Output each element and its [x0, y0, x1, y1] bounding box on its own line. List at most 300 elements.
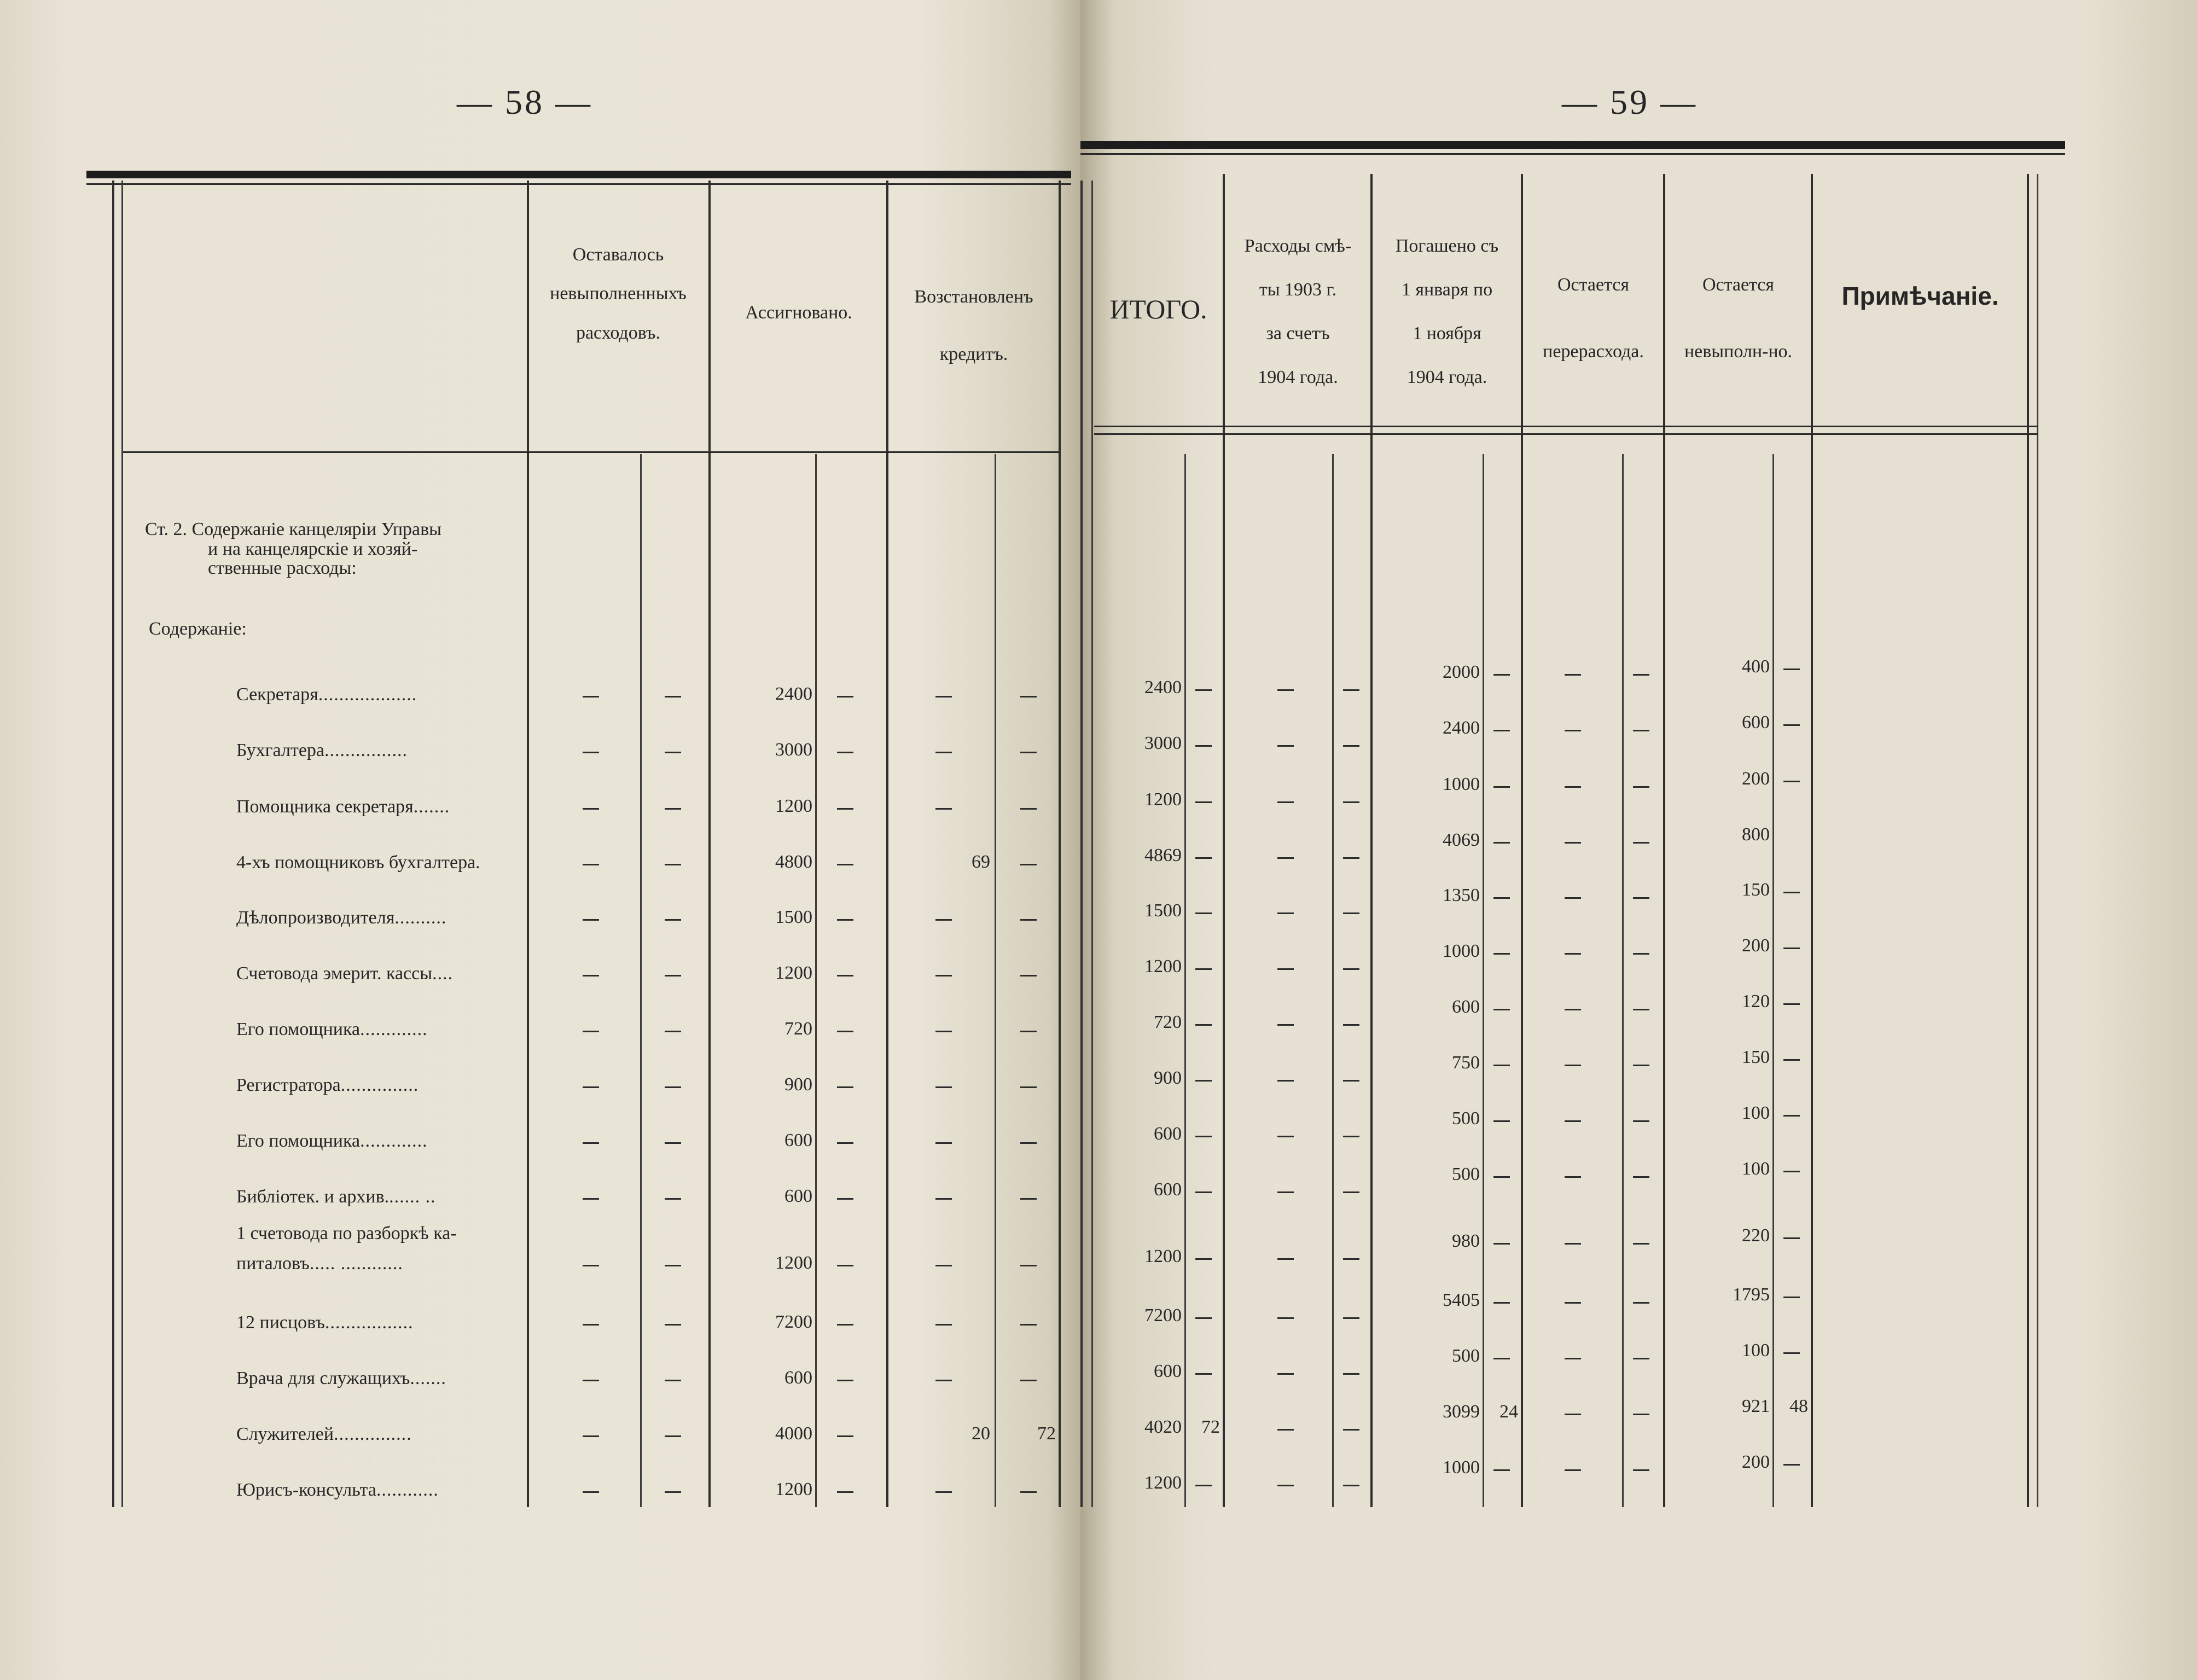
unfulfilled-kop-dash — [1783, 1171, 1800, 1172]
row-label-dots: ................... — [318, 684, 417, 705]
repaid-kop-dash — [1493, 786, 1510, 788]
assigned-value: 1200 — [775, 1479, 812, 1499]
total-kop-dash — [1195, 689, 1212, 691]
total-value: 1200 — [1144, 1246, 1182, 1266]
restored-value: 20 — [972, 1423, 990, 1444]
remaining-a-dash — [583, 1491, 599, 1493]
total-kop-dash — [1195, 745, 1212, 747]
assigned-kop-dash — [837, 752, 853, 753]
row-label — [236, 1074, 419, 1097]
sub-divider-total — [1184, 454, 1186, 1507]
remaining-b-dash — [665, 1380, 681, 1381]
remaining-b-dash — [665, 919, 681, 921]
assigned-kop-dash — [837, 1198, 853, 1200]
remaining-a-dash — [583, 1435, 599, 1437]
frame-right — [1059, 181, 1061, 1507]
row-label-text: Юрисъ-консульта — [236, 1480, 376, 1500]
unfulfilled-kop-dash — [1783, 1003, 1800, 1005]
restored-value-dash — [935, 975, 952, 976]
frame-right-right-page — [2027, 174, 2029, 1507]
assigned-kop-dash — [837, 1380, 853, 1381]
repaid-kop-dash — [1493, 1120, 1510, 1122]
restored-kop-dash — [1020, 975, 1037, 976]
restored-value-dash — [935, 1491, 952, 1493]
repaid-kop-dash — [1493, 1065, 1510, 1066]
top-rule-right — [1080, 141, 2065, 149]
assigned-kop-dash — [837, 1086, 853, 1088]
row-label-cont — [236, 1253, 403, 1275]
remaining-b-dash — [665, 1265, 681, 1266]
unfulfilled-kop-dash — [1783, 1059, 1800, 1061]
spent-value-dash — [1277, 745, 1294, 747]
assigned-value: 1200 — [775, 1253, 812, 1273]
total-kop-dash — [1195, 1373, 1212, 1375]
header-unfulfilled: Остается невыполн-но. — [1684, 275, 1793, 362]
total-value: 2400 — [1144, 677, 1182, 697]
assigned-value: 720 — [784, 1019, 812, 1039]
overspent-kop-dash — [1633, 1358, 1649, 1359]
spent-kop-dash — [1343, 1429, 1359, 1431]
total-kop-dash — [1195, 1485, 1212, 1486]
spent-value-dash — [1277, 1191, 1294, 1193]
repaid-kop-dash — [1493, 1302, 1510, 1304]
row-label — [236, 1186, 436, 1208]
sub-divider-overspent — [1622, 454, 1624, 1507]
unfulfilled-kop-dash — [1783, 668, 1800, 670]
top-rule — [86, 171, 1071, 178]
unfulfilled-value: 220 — [1742, 1225, 1770, 1246]
row-label-dots: ....... — [410, 1368, 446, 1388]
header-assigned: Ассигновано. — [745, 303, 852, 323]
sub-divider-unfulfilled — [1772, 454, 1774, 1507]
assigned-value: 7200 — [775, 1312, 812, 1332]
row-label-text: Служителей — [236, 1424, 334, 1444]
row-label-text: Дѣлопроизводителя — [236, 908, 395, 928]
spent-value-dash — [1277, 912, 1294, 914]
remaining-a-dash — [583, 1031, 599, 1032]
row-label-dots: ............. — [360, 1019, 428, 1039]
row-label-text: 12 писцовъ — [236, 1312, 325, 1333]
row-label — [236, 907, 446, 929]
header-remaining-unfulfilled: Оставалось невыполненныхъ расходовъ. — [550, 245, 687, 343]
restored-kop-dash — [1020, 1380, 1037, 1381]
row-label — [236, 684, 417, 706]
restored-value: 69 — [972, 852, 990, 872]
unfulfilled-kop-dash — [1783, 1352, 1800, 1354]
remaining-a-dash — [583, 1086, 599, 1088]
header-restored-credit: Возстановленъ кредитъ. — [914, 287, 1033, 365]
overspent-value-dash — [1565, 953, 1581, 955]
restored-kop-dash — [1020, 1491, 1037, 1493]
unfulfilled-kop-dash — [1783, 1464, 1800, 1466]
assigned-value: 4800 — [775, 852, 812, 872]
remaining-b-dash — [665, 975, 681, 976]
unfulfilled-value: 120 — [1742, 991, 1770, 1012]
row-label-dots: .......... — [394, 908, 447, 928]
overspent-kop-dash — [1633, 953, 1649, 955]
repaid-value: 3099 — [1443, 1402, 1480, 1422]
top-rule-right-thin — [1080, 153, 2065, 155]
restored-kop: 72 — [1037, 1423, 1056, 1444]
spent-kop-dash — [1343, 1136, 1359, 1137]
row-label-text: 4-хъ помощниковъ бухгалтера — [236, 852, 476, 873]
assigned-kop-dash — [837, 1435, 853, 1437]
repaid-value: 2400 — [1443, 718, 1480, 738]
overspent-value-dash — [1565, 730, 1581, 731]
total-kop-dash — [1195, 1080, 1212, 1082]
row-label-dots: . — [475, 852, 481, 873]
unfulfilled-value: 200 — [1742, 1452, 1770, 1472]
spent-kop-dash — [1343, 857, 1359, 859]
header-total: ИТОГО. — [1109, 294, 1207, 324]
restored-value-dash — [935, 1324, 952, 1326]
restored-value-dash — [935, 1031, 952, 1032]
overspent-kop-dash — [1633, 1302, 1649, 1304]
overspent-kop-dash — [1633, 1009, 1649, 1010]
remaining-a-dash — [583, 1265, 599, 1266]
overspent-kop-dash — [1633, 1469, 1649, 1471]
total-kop-dash — [1195, 1136, 1212, 1137]
spent-kop-dash — [1343, 745, 1359, 747]
row-label-text: Секретаря — [236, 684, 318, 705]
sub-divider-spent — [1332, 454, 1334, 1507]
repaid-value: 750 — [1452, 1053, 1480, 1073]
unfulfilled-value: 150 — [1742, 880, 1770, 900]
total-value: 600 — [1154, 1124, 1182, 1144]
restored-value-dash — [935, 1142, 952, 1144]
spent-value-dash — [1277, 968, 1294, 970]
unfulfilled-value: 800 — [1742, 824, 1770, 845]
remaining-b-dash — [665, 1491, 681, 1493]
spent-kop-dash — [1343, 1373, 1359, 1375]
assigned-value: 4000 — [775, 1423, 812, 1444]
col-divider-spent — [1370, 174, 1373, 1507]
total-value: 3000 — [1144, 733, 1182, 753]
frame-left-right-page-inner — [1091, 181, 1093, 1507]
spent-value-dash — [1277, 1373, 1294, 1375]
spent-value-dash — [1277, 1317, 1294, 1319]
row-label — [236, 1312, 413, 1334]
restored-kop-dash — [1020, 864, 1037, 865]
row-label — [236, 1423, 412, 1446]
assigned-value: 600 — [784, 1368, 812, 1388]
overspent-kop-dash — [1633, 1065, 1649, 1066]
assigned-value: 600 — [784, 1186, 812, 1206]
spent-kop-dash — [1343, 1080, 1359, 1082]
repaid-kop-dash — [1493, 674, 1510, 676]
overspent-kop-dash — [1633, 1176, 1649, 1178]
repaid-kop-dash — [1493, 730, 1510, 731]
col-divider-total — [1223, 174, 1225, 1507]
unfulfilled-kop-dash — [1783, 1297, 1800, 1298]
repaid-value: 1000 — [1443, 774, 1480, 794]
col-divider-label — [527, 181, 529, 1507]
unfulfilled-value: 921 — [1742, 1396, 1770, 1416]
unfulfilled-value: 100 — [1742, 1340, 1770, 1361]
spent-value-dash — [1277, 801, 1294, 803]
spent-value-dash — [1277, 857, 1294, 859]
sub-divider-2 — [815, 454, 817, 1507]
spent-kop-dash — [1343, 1317, 1359, 1319]
repaid-kop-dash — [1493, 1469, 1510, 1471]
assigned-kop-dash — [837, 1265, 853, 1266]
header-bottom-rule — [123, 451, 1059, 453]
row-label — [236, 963, 453, 985]
row-label-text: Врача для служащихъ — [236, 1368, 410, 1388]
remaining-a-dash — [583, 808, 599, 810]
unfulfilled-kop-dash — [1783, 1115, 1800, 1117]
col-divider-1 — [708, 181, 711, 1507]
restored-value-dash — [935, 808, 952, 810]
repaid-value: 600 — [1452, 997, 1480, 1017]
page-number-left: — 58 — — [457, 83, 592, 121]
overspent-value-dash — [1565, 1120, 1581, 1122]
repaid-kop-dash — [1493, 842, 1510, 844]
row-label-text: Бухгалтера — [236, 740, 325, 760]
total-value: 900 — [1154, 1068, 1182, 1088]
unfulfilled-kop: 48 — [1789, 1396, 1808, 1416]
col-divider-2 — [886, 181, 888, 1507]
remaining-b-dash — [665, 1031, 681, 1032]
total-kop-dash — [1195, 968, 1212, 970]
header-note: Примѣчаніе. — [1841, 282, 1999, 310]
assigned-value: 1500 — [775, 907, 812, 927]
row-label — [236, 740, 408, 762]
total-value: 1200 — [1144, 956, 1182, 976]
frame-right-right-page-inner — [2037, 174, 2038, 1507]
spent-kop-dash — [1343, 1485, 1359, 1486]
left-page — [0, 0, 1080, 1680]
unfulfilled-value: 100 — [1742, 1159, 1770, 1179]
remaining-a-dash — [583, 975, 599, 976]
spent-kop-dash — [1343, 912, 1359, 914]
frame-left-right-page — [1080, 181, 1083, 1507]
restored-value-dash — [935, 919, 952, 921]
assigned-kop-dash — [837, 919, 853, 921]
remaining-b-dash — [665, 1198, 681, 1200]
total-value: 4869 — [1144, 845, 1182, 865]
repaid-kop-dash — [1493, 953, 1510, 955]
restored-kop-dash — [1020, 1265, 1037, 1266]
total-kop-dash — [1195, 1024, 1212, 1026]
row-label-dots: .... — [432, 963, 454, 984]
unfulfilled-value: 1795 — [1733, 1284, 1770, 1305]
assigned-value: 1200 — [775, 963, 812, 983]
sub-divider-1 — [640, 454, 642, 1507]
repaid-value: 1000 — [1443, 941, 1480, 961]
overspent-kop-dash — [1633, 842, 1649, 844]
spent-value-dash — [1277, 1136, 1294, 1137]
total-value: 4020 — [1144, 1417, 1182, 1437]
row-label — [236, 1479, 439, 1502]
remaining-b-dash — [665, 1324, 681, 1326]
spent-kop-dash — [1343, 1191, 1359, 1193]
repaid-value: 980 — [1452, 1231, 1480, 1251]
frame-left-inner — [121, 181, 123, 1507]
header-overspent: Остается перерасхода. — [1543, 275, 1644, 362]
repaid-kop-dash — [1493, 1176, 1510, 1178]
spent-value-dash — [1277, 1485, 1294, 1486]
restored-kop-dash — [1020, 1031, 1037, 1032]
unfulfilled-value: 200 — [1742, 769, 1770, 789]
remaining-a-dash — [583, 1324, 599, 1326]
row-label-dots: ................ — [324, 740, 408, 760]
unfulfilled-kop-dash — [1783, 1237, 1800, 1239]
header-repaid: Погашено съ 1 января по 1 ноября 1904 года. — [1395, 236, 1499, 387]
total-value: 720 — [1154, 1012, 1182, 1032]
assigned-kop-dash — [837, 1491, 853, 1493]
spent-kop-dash — [1343, 968, 1359, 970]
row-label-dots: ...... .. — [389, 1187, 436, 1207]
frame-left-outer — [112, 181, 114, 1507]
spent-kop-dash — [1343, 1258, 1359, 1260]
assigned-kop-dash — [837, 975, 853, 976]
sub-divider-repaid — [1483, 454, 1484, 1507]
row-label — [236, 1130, 428, 1153]
remaining-b-dash — [665, 1086, 681, 1088]
remaining-a-dash — [583, 696, 599, 697]
row-label-dots: ............... — [334, 1424, 412, 1444]
row-label-dots: ..... ............ — [309, 1253, 403, 1274]
row-label-dots: ....... — [413, 797, 450, 817]
restored-value-dash — [935, 1086, 952, 1088]
remaining-b-dash — [665, 808, 681, 810]
row-label-dots: ............. — [360, 1131, 428, 1151]
header-bottom-rule-right-1 — [1094, 426, 2038, 427]
remaining-b-dash — [665, 1435, 681, 1437]
overspent-kop-dash — [1633, 674, 1649, 676]
row-label: 1 счетовода по разборкѣ ка- — [236, 1223, 457, 1243]
restored-kop-dash — [1020, 696, 1037, 697]
section-title: Ст. 2. Содержаніе канцеляріи Управы и на канцелярскіе и хозяй- ственные расходы: — [145, 519, 442, 579]
assigned-value: 600 — [784, 1130, 812, 1150]
assigned-kop-dash — [837, 1142, 853, 1144]
restored-kop-dash — [1020, 752, 1037, 753]
top-rule-thin — [86, 183, 1071, 185]
page-number-right: — 59 — — [1562, 83, 1698, 121]
assigned-value: 1200 — [775, 796, 812, 816]
restored-kop-dash — [1020, 1324, 1037, 1326]
restored-kop-dash — [1020, 919, 1037, 921]
overspent-value-dash — [1565, 1065, 1581, 1066]
overspent-kop-dash — [1633, 1120, 1649, 1122]
overspent-kop-dash — [1633, 730, 1649, 731]
restored-kop-dash — [1020, 1086, 1037, 1088]
total-kop-dash — [1195, 1258, 1212, 1260]
repaid-kop-dash — [1493, 1358, 1510, 1359]
overspent-value-dash — [1565, 897, 1581, 899]
spent-value-dash — [1277, 1429, 1294, 1431]
remaining-a-dash — [583, 752, 599, 753]
repaid-value: 2000 — [1443, 662, 1480, 682]
spent-kop-dash — [1343, 689, 1359, 691]
unfulfilled-kop-dash — [1783, 781, 1800, 782]
row-label — [236, 852, 481, 874]
assigned-kop-dash — [837, 808, 853, 810]
remaining-a-dash — [583, 864, 599, 865]
row-label-dots: ................. — [324, 1312, 414, 1333]
repaid-value: 500 — [1452, 1164, 1480, 1184]
remaining-b-dash — [665, 864, 681, 865]
row-label — [236, 796, 450, 818]
assigned-kop-dash — [837, 864, 853, 865]
remaining-a-dash — [583, 1198, 599, 1200]
overspent-kop-dash — [1633, 1414, 1649, 1415]
unfulfilled-value: 200 — [1742, 935, 1770, 956]
total-kop-dash — [1195, 857, 1212, 859]
assigned-value: 900 — [784, 1074, 812, 1095]
row-label-text: Регистратора — [236, 1075, 341, 1095]
overspent-kop-dash — [1633, 897, 1649, 899]
spent-value-dash — [1277, 1080, 1294, 1082]
row-label-text: Помощника секретаря — [236, 797, 414, 817]
unfulfilled-kop-dash — [1783, 892, 1800, 893]
repaid-value: 4069 — [1443, 830, 1480, 850]
restored-value-dash — [935, 696, 952, 697]
overspent-kop-dash — [1633, 786, 1649, 788]
remaining-a-dash — [583, 919, 599, 921]
overspent-kop-dash — [1633, 1243, 1649, 1245]
remaining-b-dash — [665, 696, 681, 697]
spent-kop-dash — [1343, 801, 1359, 803]
total-value: 1500 — [1144, 900, 1182, 921]
restored-value-dash — [935, 1380, 952, 1381]
overspent-value-dash — [1565, 786, 1581, 788]
restored-kop-dash — [1020, 1198, 1037, 1200]
row-label-dots: ............... — [340, 1075, 419, 1095]
restored-value-dash — [935, 752, 952, 753]
spent-value-dash — [1277, 1024, 1294, 1026]
repaid-value: 1350 — [1443, 885, 1480, 905]
total-kop-dash — [1195, 1191, 1212, 1193]
row-label-text: питаловъ — [236, 1253, 310, 1274]
total-kop: 72 — [1201, 1417, 1220, 1437]
unfulfilled-value: 600 — [1742, 712, 1770, 733]
overspent-value-dash — [1565, 1358, 1581, 1359]
assigned-kop-dash — [837, 1324, 853, 1326]
assigned-kop-dash — [837, 1031, 853, 1032]
remaining-a-dash — [583, 1380, 599, 1381]
restored-kop-dash — [1020, 1142, 1037, 1144]
row-label-text: Счетовода эмерит. кассы — [236, 963, 433, 984]
assigned-kop-dash — [837, 696, 853, 697]
spent-value-dash — [1277, 1258, 1294, 1260]
restored-value-dash — [935, 1198, 952, 1200]
sub-divider-3 — [995, 454, 996, 1507]
col-divider-unfulfilled — [1811, 174, 1813, 1507]
overspent-value-dash — [1565, 842, 1581, 844]
unfulfilled-kop-dash — [1783, 724, 1800, 726]
restored-kop-dash — [1020, 808, 1037, 810]
restored-value-dash — [935, 1265, 952, 1266]
repaid-value: 500 — [1452, 1346, 1480, 1366]
total-value: 600 — [1154, 1361, 1182, 1381]
total-kop-dash — [1195, 801, 1212, 803]
total-value: 7200 — [1144, 1305, 1182, 1326]
total-value: 1200 — [1144, 1473, 1182, 1493]
spent-value-dash — [1277, 689, 1294, 691]
repaid-kop-dash — [1493, 1243, 1510, 1245]
row-label-text: Библіотек. и архив. — [236, 1187, 390, 1207]
header-bottom-rule-right-2 — [1094, 433, 2038, 435]
repaid-value: 5405 — [1443, 1290, 1480, 1310]
overspent-value-dash — [1565, 1414, 1581, 1415]
total-kop-dash — [1195, 912, 1212, 914]
repaid-value: 1000 — [1443, 1457, 1480, 1478]
unfulfilled-value: 100 — [1742, 1103, 1770, 1123]
total-value: 600 — [1154, 1179, 1182, 1200]
repaid-kop-dash — [1493, 1009, 1510, 1010]
